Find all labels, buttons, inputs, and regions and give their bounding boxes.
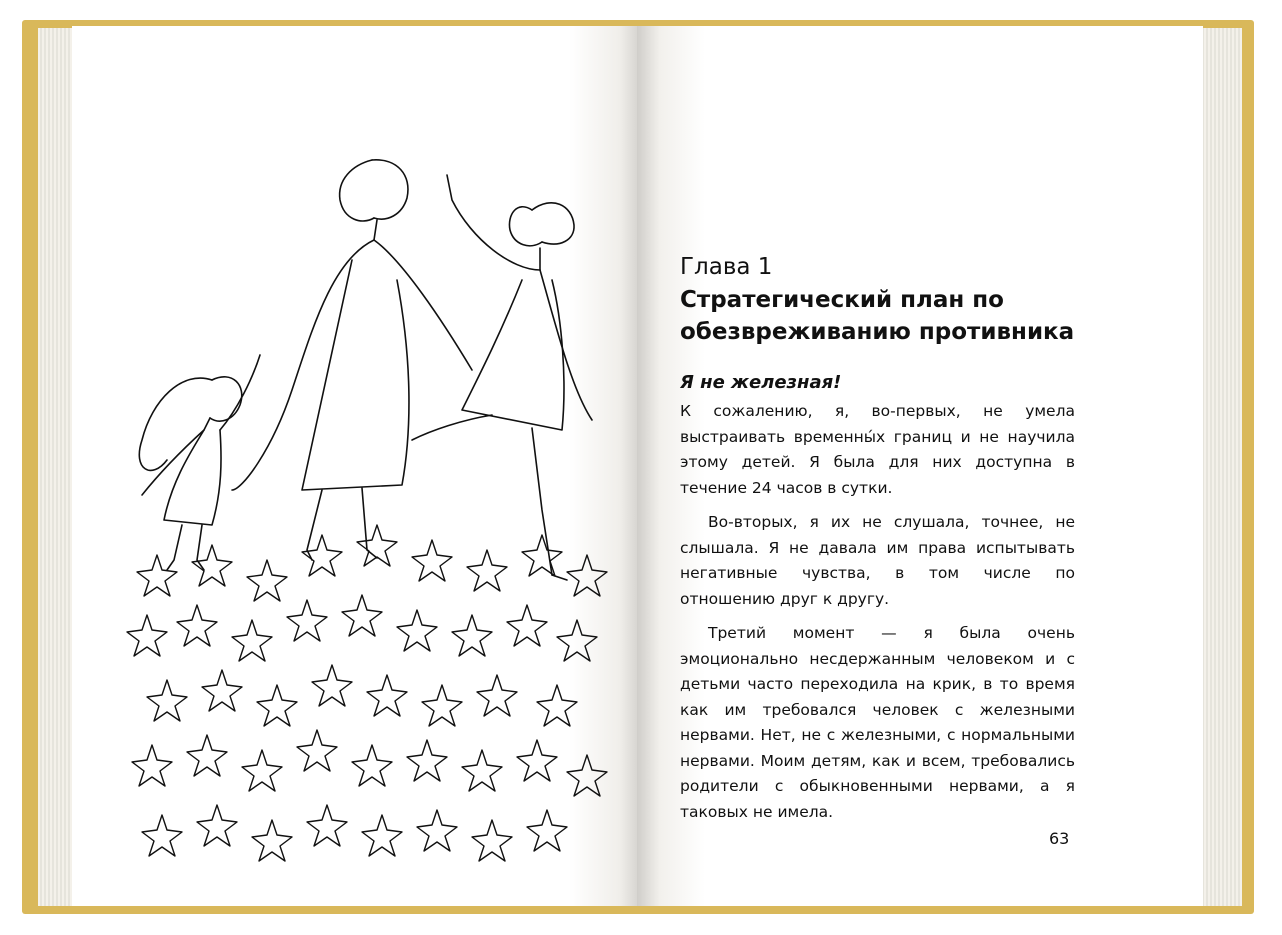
chapter-label: Глава 1: [680, 254, 773, 280]
paragraph-1: К сожалению, я, во-первых, не умела выстраивать временны́х границ и не научила этому детей. Я была для них доступна в течение 24 часов в сутки.: [680, 402, 1075, 497]
body-text: [680, 399, 1075, 825]
family-dancing-illustration: [112, 130, 632, 890]
section-subheading: Я не железная!: [680, 372, 842, 393]
right-page: [637, 26, 1203, 906]
left-page: [72, 26, 637, 906]
page-edges-right: [1200, 28, 1242, 906]
paragraph-2: Во-вторых, я их не слушала, точнее, не слышала. Я не давала им права испытывать негативные чувства, в том числе по отношению друг к другу.: [680, 513, 1075, 608]
paragraph-3: Третий момент — я была очень эмоционально несдержанным человеком и с детьми часто переходила на крик, в то время как им требовался человек с железными нервами. Нет, не с железными, с нормальными нервами. Моим детям, как и всем, требовались родители с обыкновенными нервами, а я таковых не имела.: [680, 624, 1075, 821]
chapter-title: Стратегический план по обезвреживанию противника: [680, 287, 1075, 345]
page-number: 63: [1049, 829, 1070, 848]
